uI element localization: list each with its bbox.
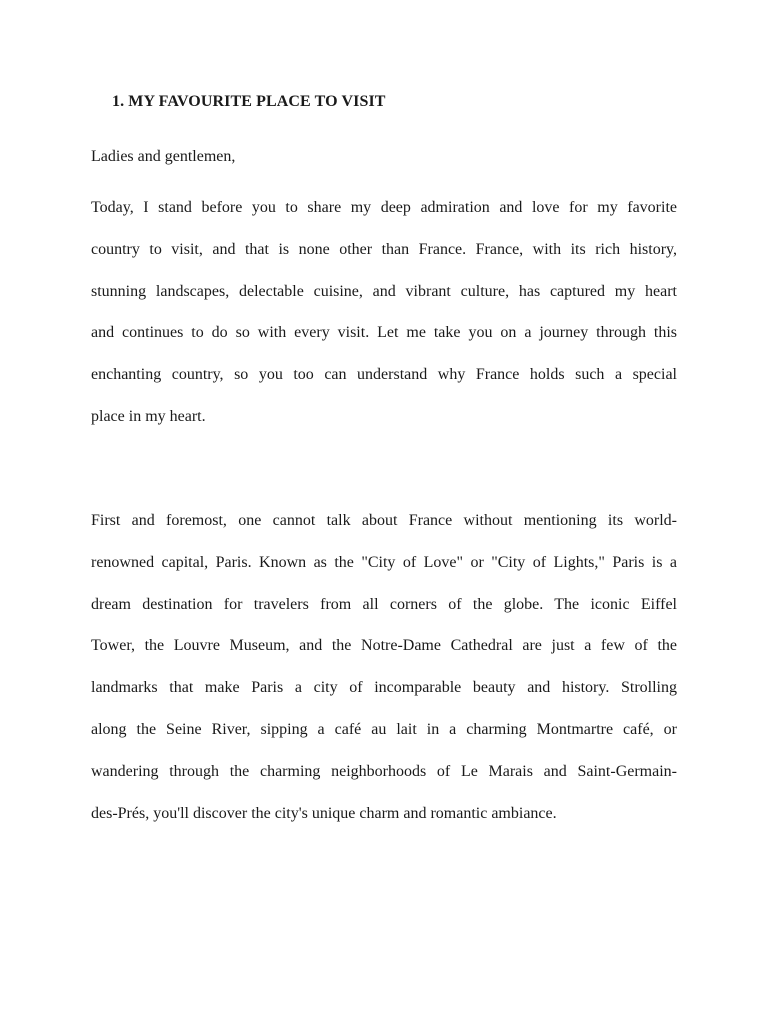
paragraph-introduction [91,198,677,449]
paragraph-line: stunning landscapes, delectable cuisine, and vibrant culture, has captured my heart [91,282,677,300]
paragraph-line: Today, I stand before you to share my deep admiration and love for my favorite [91,199,677,216]
paragraph-line: Tower, the Louvre Museum, and the Notre-Dame Cathedral are just a few of the [91,637,677,655]
paragraph-paris [91,511,677,845]
paragraph-line: renowned capital, Paris. Known as the "City of Love" or "City of Lights," Paris is a [91,553,677,571]
paragraph-line: des-Prés, you'll discover the city's unique charm and romantic ambiance. [91,804,557,822]
paragraph-line: First and foremost, one cannot talk about France without mentioning its world- [91,512,677,529]
paragraph-line: wandering through the charming neighborhoods of Le Marais and Saint-Germain- [91,762,677,780]
paragraph-line: and continues to do so with every visit. Let me take you on a journey through this [91,324,677,342]
paragraph-line: place in my heart. [91,407,206,425]
section-heading: 1. MY FAVOURITE PLACE TO VISIT [112,93,386,110]
paragraph-line: enchanting country, so you too can understand why France holds such a special [91,366,677,384]
paragraph-line: landmarks that make Paris a city of incomparable beauty and history. Strolling [91,679,677,697]
paragraph-line: along the Seine River, sipping a café au lait in a charming Montmartre café, or [91,720,677,738]
paragraph-line: dream destination for travelers from all corners of the globe. The iconic Eiffel [91,595,677,613]
salutation: Ladies and gentlemen, [91,148,236,165]
paragraph-line: country to visit, and that is none other than France. France, with its rich history, [91,240,677,258]
